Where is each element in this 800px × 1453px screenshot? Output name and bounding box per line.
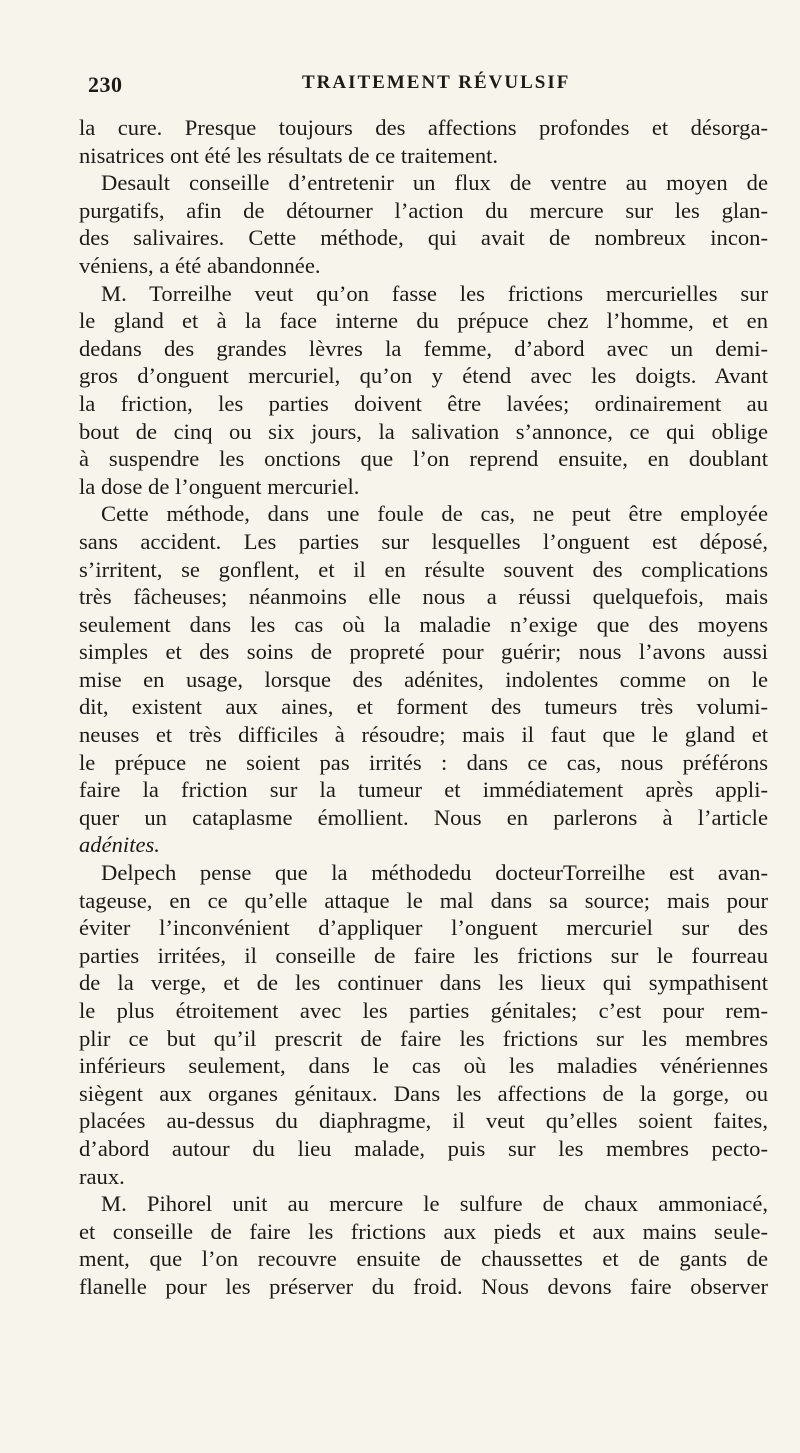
text-line: placées au-dessus du diaphragme, il veut qu’elles soient faites, (79, 1108, 768, 1134)
text-line: mise en usage, lorsque des adénites, indolentes comme on le (79, 666, 768, 692)
text-line: dedans des grandes lèvres la femme, d’abord avec un demi- (79, 335, 768, 361)
text-line: simples et des soins de propreté pour guérir; nous l’avons aussi (79, 639, 768, 665)
text-line: le prépuce ne soient pas irrités : dans ce cas, nous préférons (79, 749, 768, 775)
text-line: et conseille de faire les frictions aux pieds et aux mains seule- (79, 1218, 768, 1244)
text-line: bout de cinq ou six jours, la salivation s’annonce, ce qui oblige (79, 418, 768, 444)
text-line: dit, existent aux aines, et forment des tumeurs très volumi- (79, 694, 768, 720)
text-line: M. Pihorel unit au mercure le sulfure de chaux ammoniacé, (101, 1191, 768, 1217)
text-line: Cette méthode, dans une foule de cas, ne peut être employée (101, 501, 768, 527)
text-line: seulement dans les cas où la maladie n’exige que des moyens (79, 611, 768, 637)
text-line: M. Torreilhe veut qu’on fasse les frictions mercurielles sur (101, 280, 768, 306)
text-line: inférieurs seulement, dans le cas où les maladies vénériennes (79, 1053, 768, 1079)
text-line: véniens, a été abandonnée. (79, 252, 321, 278)
text-line: s’irritent, se gonflent, et il en résulte souvent des complications (79, 556, 768, 582)
text-line: flanelle pour les préserver du froid. Nous devons faire observer (79, 1273, 768, 1299)
body-text (79, 114, 768, 1301)
text-line: très fâcheuses; néanmoins elle nous a réussi quelquefois, mais (79, 584, 768, 610)
text-line: raux. (79, 1163, 125, 1189)
text-line: nisatrices ont été les résultats de ce traitement. (79, 142, 499, 168)
text-line: la friction, les parties doivent être lavées; ordinairement au (79, 390, 768, 416)
text-line: purgatifs, afin de détourner l’action du mercure sur les glan- (79, 197, 768, 223)
text-line: tageuse, en ce qu’elle attaque le mal dans sa source; mais pour (79, 887, 768, 913)
text-line: gros d’onguent mercuriel, qu’on y étend avec les doigts. Avant (79, 363, 768, 389)
page-header (88, 72, 730, 102)
running-head: TRAITEMENT RÉVULSIF (302, 72, 571, 93)
text-line: siègent aux organes génitaux. Dans les affections de la gorge, ou (79, 1080, 768, 1106)
text-line: le gland et à la face interne du prépuce chez l’homme, et en (79, 308, 768, 334)
text-line: de la verge, et de les continuer dans les lieux qui sympathisent (79, 970, 768, 996)
page-number: 230 (88, 72, 123, 97)
text-line: quer un cataplasme émollient. Nous en parlerons à l’article (79, 804, 768, 830)
text-line: à suspendre les onctions que l’on reprend ensuite, en doublant (79, 446, 768, 472)
text-line: sans accident. Les parties sur lesquelles l’onguent est déposé, (79, 528, 768, 554)
text-line: d’abord autour du lieu malade, puis sur les membres pecto- (79, 1135, 768, 1161)
text-line: parties irritées, il conseille de faire les frictions sur le fourreau (79, 942, 768, 968)
text-line: éviter l’inconvénient d’appliquer l’onguent mercuriel sur des (79, 915, 768, 941)
text-line: la cure. Presque toujours des affections profondes et désorga- (79, 115, 768, 140)
text-line: Delpech pense que la méthodedu docteurTorreilhe est avan- (101, 860, 768, 886)
text-line: plir ce but qu’il prescrit de faire les frictions sur les membres (79, 1025, 768, 1051)
text-line: adénites. (79, 832, 160, 858)
text-line: le plus étroitement avec les parties génitales; c’est pour rem- (79, 998, 768, 1023)
text-line: ment, que l’on recouvre ensuite de chaussettes et de gants de (79, 1246, 768, 1272)
text-line: Desault conseille d’entretenir un flux de ventre au moyen de (101, 170, 768, 196)
text-line: la dose de l’onguent mercuriel. (79, 473, 360, 499)
text-line: faire la friction sur la tumeur et immédiatement après appli- (79, 777, 768, 803)
text-line: des salivaires. Cette méthode, qui avait de nombreux incon- (79, 225, 768, 251)
text-line: neuses et très difficiles à résoudre; mais il faut que le gland et (79, 722, 768, 748)
